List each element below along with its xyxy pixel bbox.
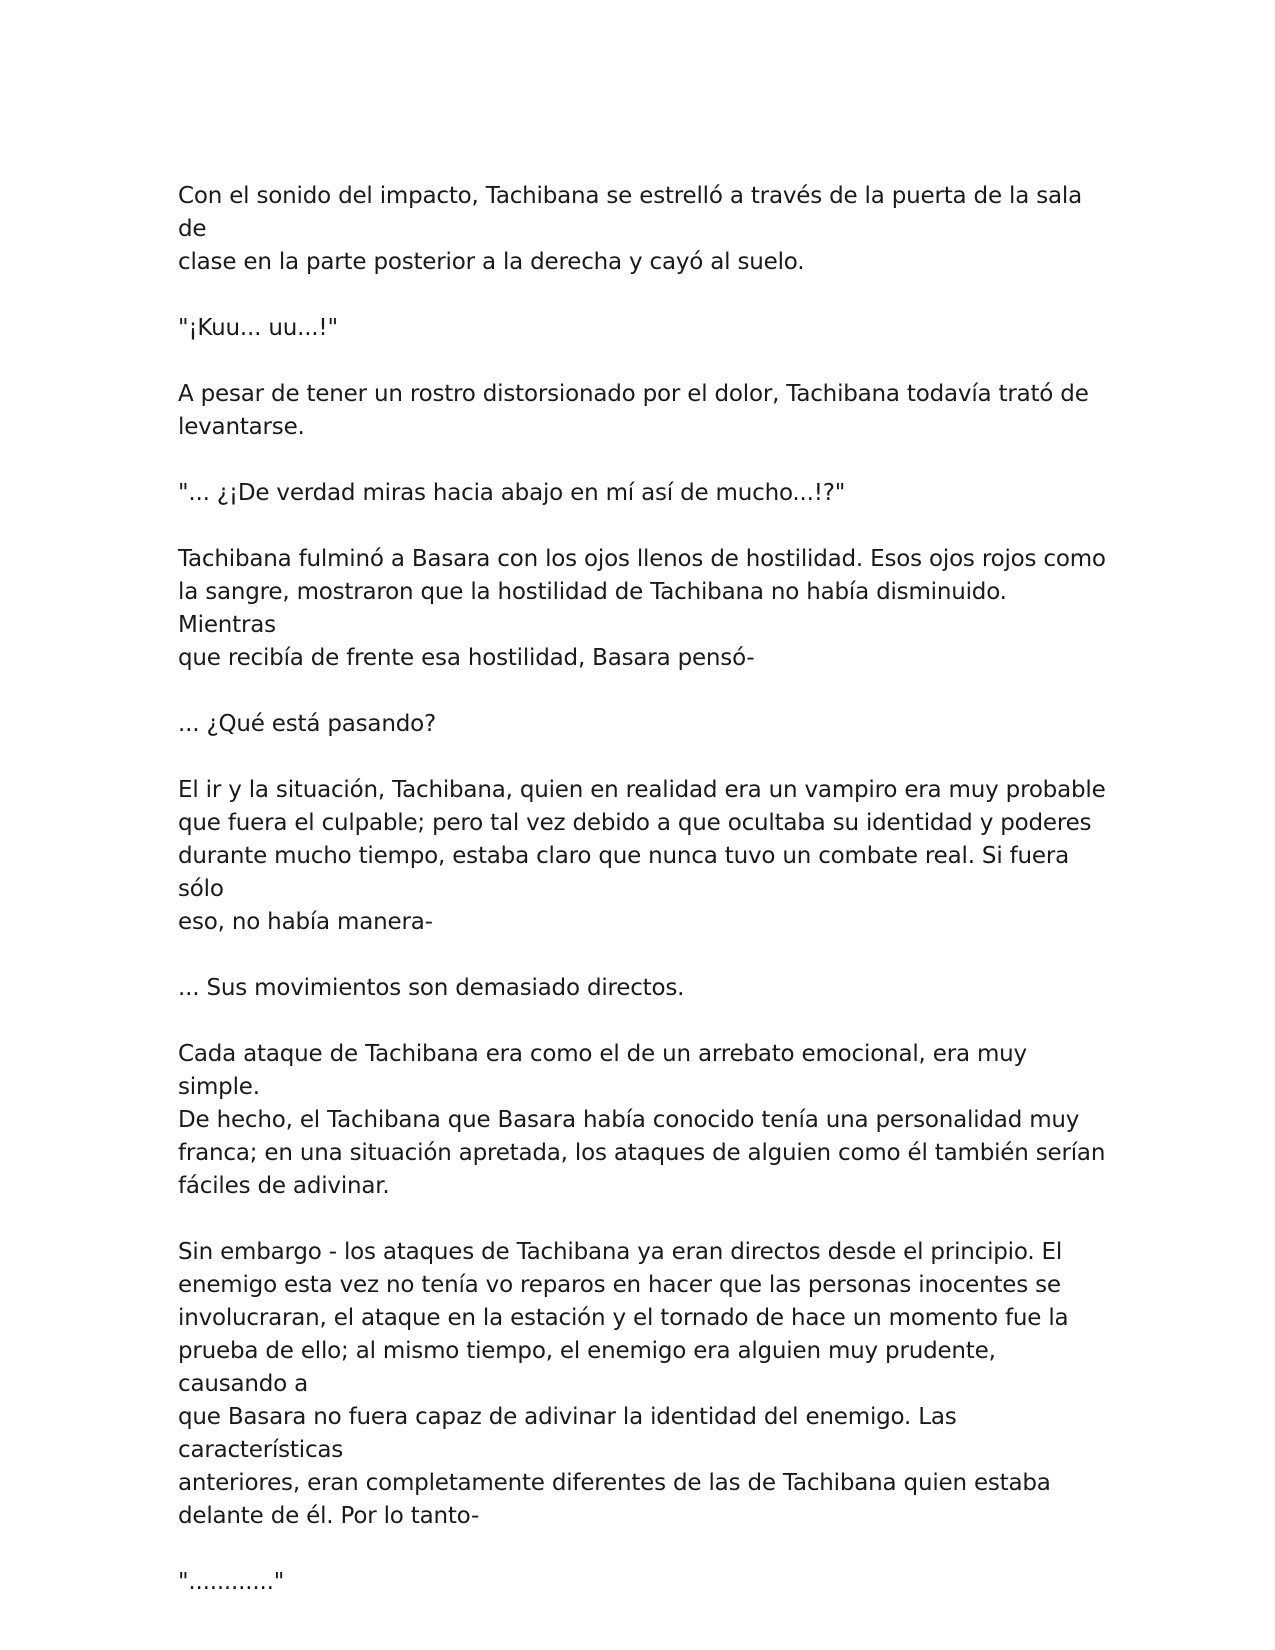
paragraph: "............" (178, 1569, 285, 1595)
paragraph: A pesar de tener un rostro distorsionado por el dolor, Tachibana todavía trató de levantarse. (178, 381, 1089, 440)
paragraph: El ir y la situación, Tachibana, quien en realidad era un vampiro era muy probable que fuera el culpable; pero tal vez debido a que ocultaba su identidad y poderes durante mucho tiempo, estaba claro que nunca tuvo un combate real. Si fuera sólo eso, no había manera- (178, 777, 1106, 935)
paragraph: "¡Kuu... uu...!" (178, 315, 338, 341)
paragraph: Con el sonido del impacto, Tachibana se estrelló a través de la puerta de la sala de clase en la parte posterior a la derecha y cayó al suelo. (178, 183, 1082, 275)
paragraph: Tachibana fulminó a Basara con los ojos llenos de hostilidad. Esos ojos rojos como la sangre, mostraron que la hostilidad de Tachibana no había disminuido. Mientras que recibía de frente esa hostilidad, Basara pensó- (178, 546, 1106, 671)
paragraph: ... Sus movimientos son demasiado directos. (178, 975, 685, 1001)
paragraph: Cada ataque de Tachibana era como el de un arrebato emocional, era muy simple. De hecho, el Tachibana que Basara había conocido tenía una personalidad muy franca; en una situación apretada, los ataques de alguien como él también serían fáciles de adivinar. (178, 1041, 1106, 1199)
document-body (178, 180, 1108, 1632)
paragraph: Sin embargo - los ataques de Tachibana ya eran directos desde el principio. El enemigo esta vez no tenía vo reparos en hacer que las personas inocentes se involucraran, el ataque en la estación y el tornado de hace un momento fue la prueba de ello; al mismo tiempo, el enemigo era alguien muy prudente, causando a que Basara no fuera capaz de adivinar la identidad del enemigo. Las características anteriores, eran completamente diferentes de las de Tachibana quien estaba delante de él. Por lo tanto- (178, 1239, 1069, 1529)
paragraph: ... ¿Qué está pasando? (178, 711, 436, 737)
paragraph: "... ¿¡De verdad miras hacia abajo en mí así de mucho...!?" (178, 480, 846, 506)
